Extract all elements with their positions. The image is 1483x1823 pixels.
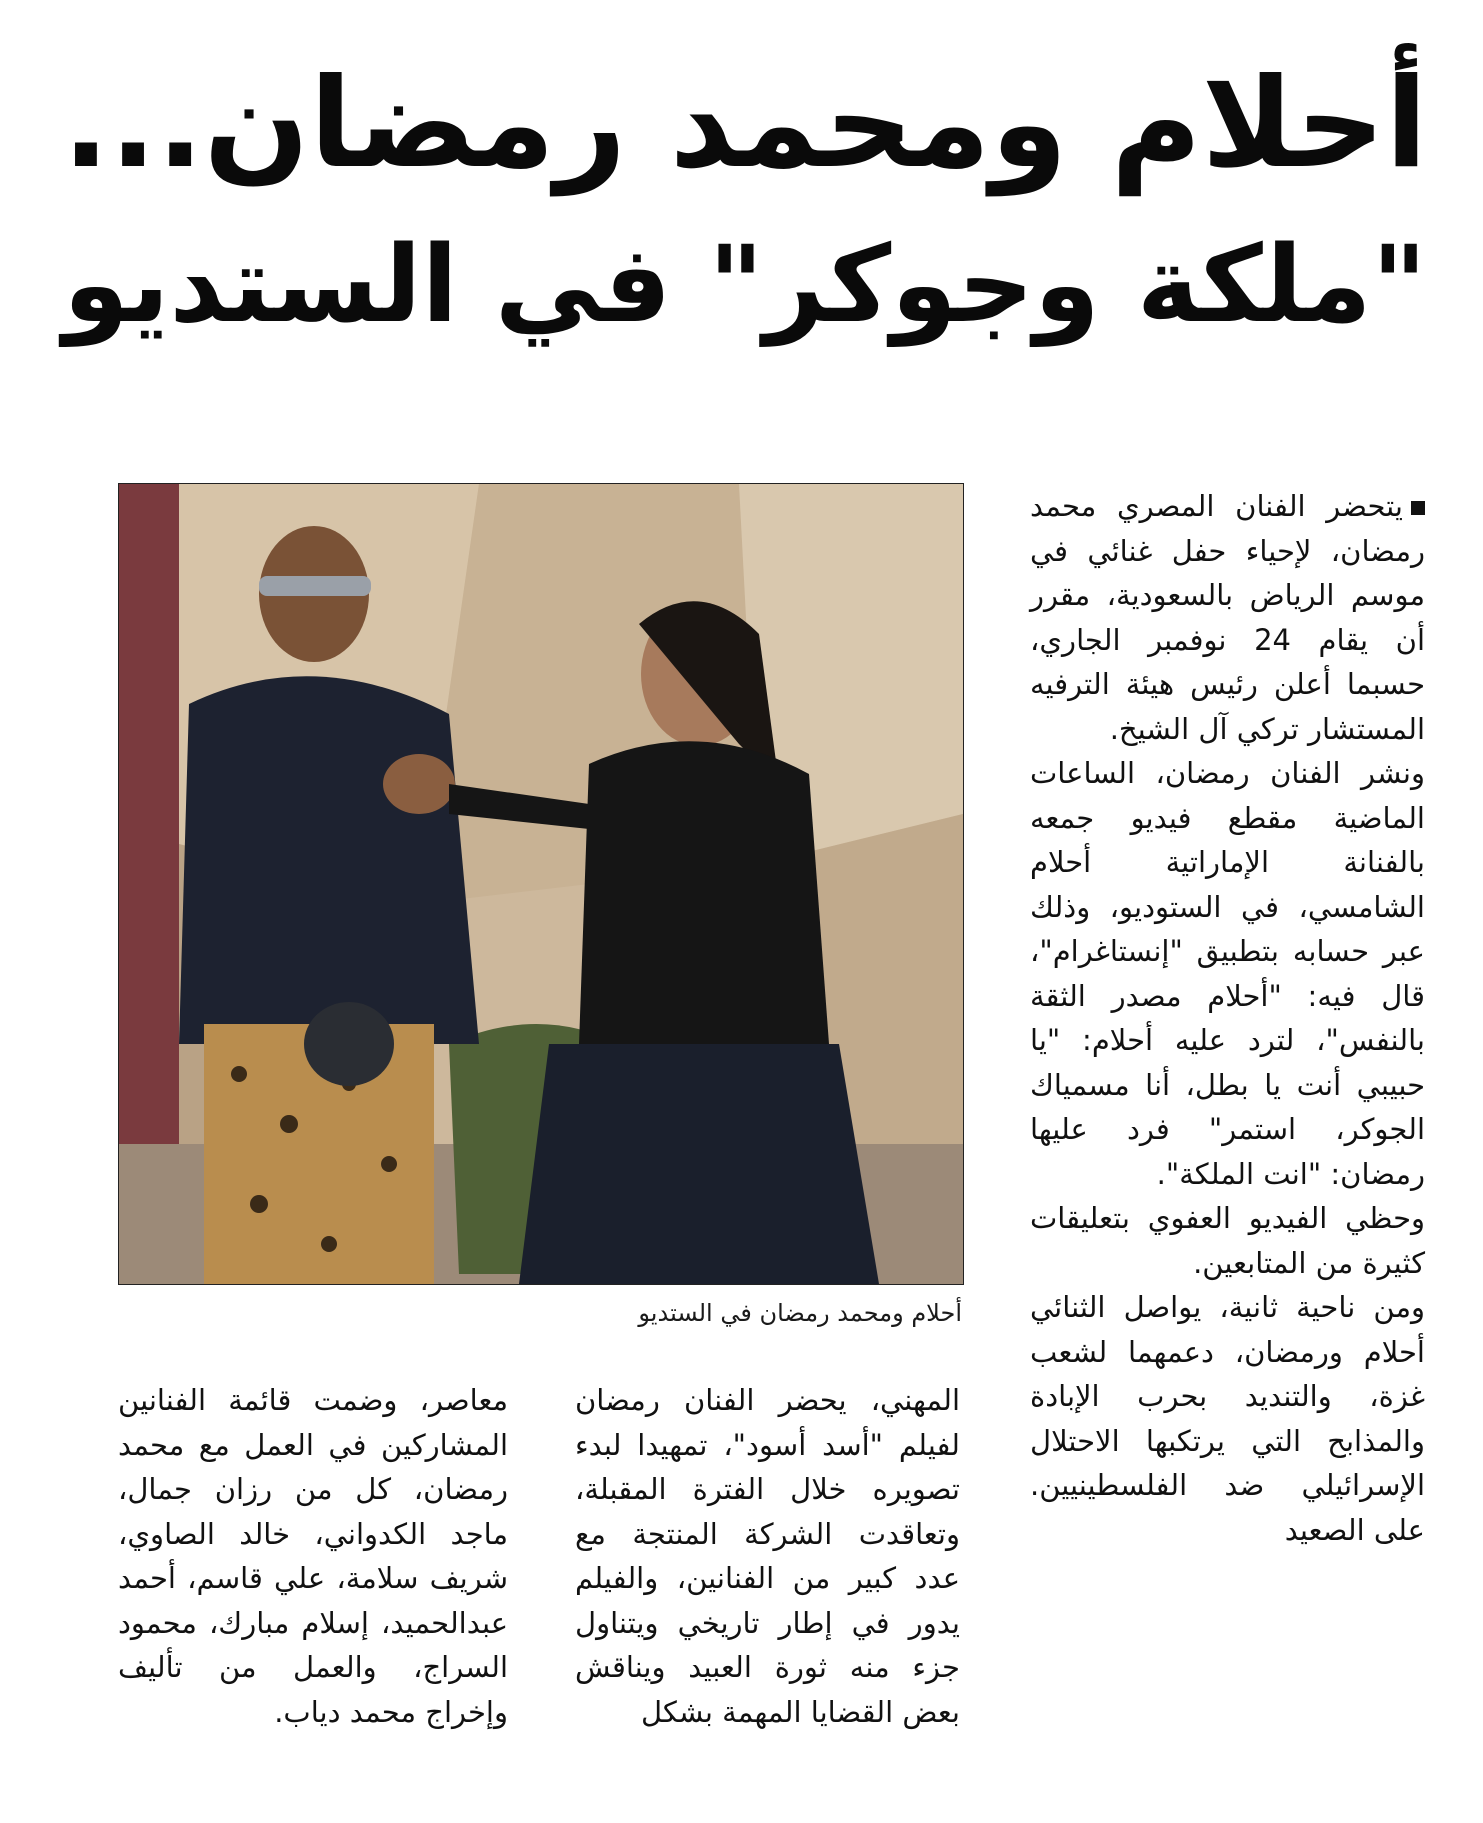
paragraph-text: يتحضر الفنان المصري محمد رمضان، لإحياء حفل غنائي في موسم الرياض بالسعودية، مقرر أن يقام 24 نوفمبر الجاري، حسبما أعلن رئيس هيئة الترفيه المستشار تركي آل الشيخ. bbox=[1030, 489, 1425, 746]
paragraph: ونشر الفنان رمضان، الساعات الماضية مقطع فيديو جمعه بالفنانة الإماراتية أحلام الشامسي، في الستوديو، وذلك عبر حسابه بتطبيق "إنستاغرام"، قال فيه: "أحلام مصدر الثقة بالنفس"، لترد عليه أحلام: "يا حبيبي أنت يا بطل، أنا مسمياك الجوكر، استمر" فرد عليها رمضان: "انت الملكة". bbox=[1030, 756, 1425, 1191]
paragraph: ومن ناحية ثانية، يواصل الثنائي أحلام ورمضان، دعمهما لشعب غزة، والتنديد بحرب الإبادة والمذابح التي يرتكبها الاحتلال الإسرائيلي ضد الفلسطينيين. على الصعيد bbox=[1030, 1290, 1425, 1547]
headline-line-1: أحلام ومحمد رمضان... bbox=[62, 52, 1428, 196]
article-photo bbox=[118, 483, 964, 1285]
photo-caption: أحلام ومحمد رمضان في الستديو bbox=[638, 1299, 962, 1327]
square-bullet-icon bbox=[1411, 501, 1425, 515]
article-column-middle bbox=[575, 1378, 960, 1734]
article-column-left bbox=[118, 1378, 508, 1734]
paragraph: وحظي الفيديو العفوي بتعليقات كثيرة من المتابعين. bbox=[1030, 1201, 1425, 1280]
headline-line-2: "ملكة وجوكر" في الستديو bbox=[63, 223, 1427, 346]
paragraph: معاصر، وضمت قائمة الفنانين المشاركين في العمل مع محمد رمضان، كل من رزان جمال، ماجد الكدواني، خالد الصاوي، شريف سلامة، علي قاسم، أحمد عبدالحميد، إسلام مبارك، محمود السراج، والعمل من تأليف وإخراج محمد دياب. bbox=[118, 1383, 508, 1729]
article-column-right bbox=[1030, 484, 1425, 1552]
paragraph bbox=[1030, 484, 1425, 751]
paragraph: المهني، يحضر الفنان رمضان لفيلم "أسد أسود"، تمهيدا لبدء تصويره خلال الفترة المقبلة، وتعاقدت الشركة المنتجة مع عدد كبير من الفنانين، والفيلم يدور في إطار تاريخي ويتناول جزء منه ثورة العبيد ويناقش بعض القضايا المهمة بشكل bbox=[575, 1383, 960, 1729]
